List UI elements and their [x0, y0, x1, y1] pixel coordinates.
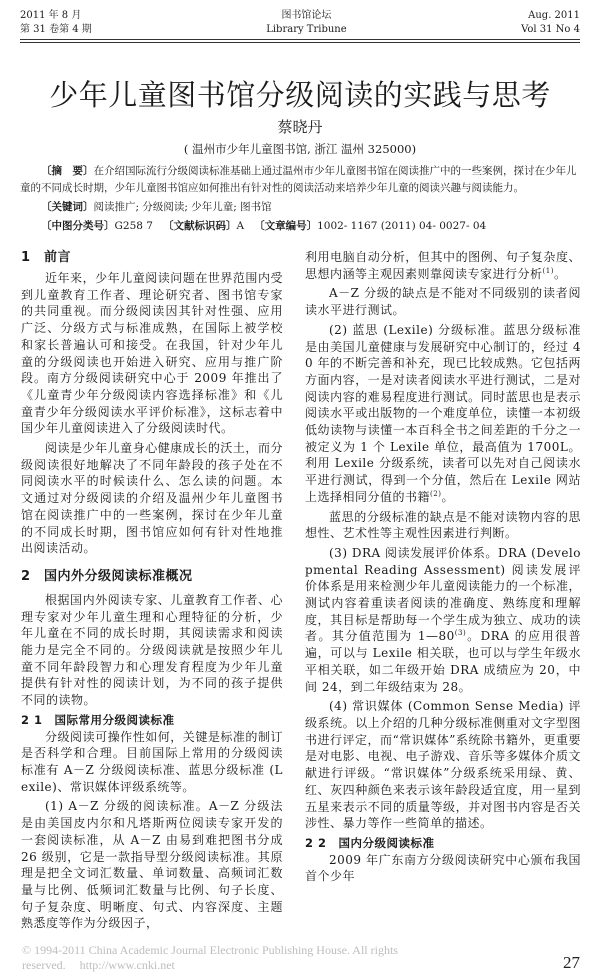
paragraph: 阅读是少年儿童身心健康成长的沃土，而分级阅读很好地解决了不同年龄段的孩子处在不同阅读水平的时候读什么、怎么读的问题。本文通过对分级阅读的介绍及温州少年儿童图书馆在阅读推广中的一些案例，探讨在少年儿童的不同成长时期，图书馆应如何有针对性地推出阅读活动。 — [21, 441, 283, 556]
doc-code-value: A — [236, 220, 245, 232]
header-date-en: Aug. 2011 — [528, 10, 580, 21]
right-column — [305, 249, 581, 935]
left-column — [21, 249, 283, 935]
header-date-cn: 2011 年 8 月 — [20, 10, 82, 21]
author: 蔡晓丹 — [277, 118, 323, 136]
clc-value: G258 7 — [114, 220, 153, 232]
running-header-left — [20, 9, 92, 37]
abstract-text: 在介绍国际流行分级阅读标准基础上通过温州市少年儿童图书馆在阅读推广中的一些案例，探讨在少年儿童的不同成长时期，少年儿童图书馆应如何推出有针对性的阅读活动来培养少年儿童的阅读兴趣与阅读能力。 — [20, 165, 577, 194]
running-header — [0, 0, 600, 37]
paragraph-text: 利用电脑自动分析，但其中的图例、句子复杂度、思想内涵等主观因素则靠阅读专家进行分析 — [305, 250, 581, 281]
paragraph: 2009 年广东南方分级阅读研究中心颁布我国首个少年 — [305, 852, 581, 884]
keywords-text: 阅读推广; 分级阅读; 少年儿童; 图书馆 — [93, 201, 272, 213]
citation-ref: (2) — [430, 489, 442, 498]
section-heading: 1 前言 — [21, 250, 72, 265]
copyright-text: © 1994-2011 China Academic Journal Electronic Publishing House. All rights reserved. — [22, 943, 398, 973]
citation-ref: (3) — [454, 629, 467, 638]
copyright-footer — [22, 943, 537, 973]
paragraph: (1) A－Z 分级的阅读标准。A－Z 分级法是由美国皮内尔和凡塔斯两位阅读专家开发的一套阅读标准，从 A－Z 由易到难把图书分成 26 级别，它是一款指导型分级阅读标准。其原理是把全文词汇数量、单词数量、高频词汇数量与比例、低频词汇数量与比例、句子长度、句子复杂度、明晰度、句式、内容深度、主题熟悉度等作为分级因子， — [21, 799, 283, 931]
keywords-label: 〔关键词〕 — [41, 201, 94, 213]
clc-label: 〔中图分类号〕 — [41, 220, 115, 232]
journal-name-en: Library Tribune — [266, 24, 347, 35]
running-header-right — [521, 9, 580, 37]
page-footer — [22, 943, 580, 973]
doc-code-label: 〔文献标识码〕 — [162, 220, 237, 232]
keywords — [20, 199, 580, 216]
paragraph-text: (3) DRA 阅读发展评价体系。DRA (Developmental Reading Assessment) 阅读发展评价体系是用来检测少年儿童阅读能力的一个标准，测试内容着重读者阅读的准确度、熟练度和理解度，其目标是帮助每一个学生成为独立、成功的读者。其分值范围为 1—80 — [305, 545, 581, 644]
header-double-rule — [20, 39, 580, 43]
paragraph-text: 。 — [441, 489, 454, 504]
cnki-url: http://www.cnki.net — [79, 958, 175, 973]
running-header-center — [266, 9, 346, 37]
header-issue-en: Vol 31 No 4 — [521, 24, 580, 35]
paragraph — [305, 545, 581, 695]
paragraph: (4) 常识媒体 (Common Sense Media) 评级系统。以上介绍的几种分级标准侧重对文字型图书进行评定，而“常识媒体”系统除书籍外，更重要是对电影、电视、电子游戏、音乐等多媒体介质文献进行评级。“常识媒体”分级系统采用绿、黄、红、灰四种颜色来表示该年龄段适宜度，用一星到五星来表示不同的质量等级，并对图书内容是否关涉性、暴力等作一些简单的描述。 — [305, 699, 581, 831]
paragraph: A－Z 分级的缺点是不能对不同级别的读者阅读水平进行测试。 — [305, 286, 581, 318]
affiliation: ( 温州市少年儿童图书馆, 浙江 温州 325000) — [183, 142, 417, 156]
paper-title: 少年儿童图书馆分级阅读的实践与思考 — [49, 78, 551, 112]
article-no-value: 1002- 1167 (2011) 04- 0027- 04 — [317, 220, 487, 232]
citation-ref: (1) — [542, 266, 554, 275]
paragraph: 根据国内外阅读专家、儿童教育工作者、心理专家对少年儿童生理和心理特征的分析，少年儿童在不同的成长时期，其阅读需求和阅读能力是完全不同的。分级阅读就是按照少年儿童不同年龄段智力和心理发育程度为少年儿童提供有针对性的阅读计划，为不同的孩子提供不同的读物。 — [21, 592, 283, 708]
journal-name-cn: 图书馆论坛 — [281, 10, 332, 21]
body-columns — [21, 249, 581, 935]
subsection-heading: 2 2 国内分级阅读标准 — [305, 835, 435, 850]
paragraph-text: 。 — [553, 266, 567, 281]
article-no-label: 〔文章编号〕 — [254, 220, 318, 232]
paragraph: 近年来，少年儿童阅读问题在世界范围内受到儿童教育工作者、理论研究者、图书馆专家的共同重视。而分级阅读因其针对性强、应用广泛、分级方式与标准成熟，在国际上被学校和家长普遍认可和接受。在我国，针对少年儿童的分级阅读也开始进入研究、应用与推广阶段。南方分级阅读研究中心于 2009 年推出了《儿童青少年分级阅读内容选择标准》和《儿童青少年分级阅读水平评价标准》，这标志着中国少年儿童阅读进入了分级阅读时代。 — [21, 271, 283, 436]
page-number: 27 — [563, 953, 580, 973]
section-heading: 2 国内外分级阅读标准概况 — [21, 568, 193, 584]
paragraph — [305, 322, 581, 506]
paragraph: 分级阅读可操作性如何，关键是标准的制订是否科学和合理。目前国际上常用的分级阅读标准有 A－Z 分级阅读标准、蓝思分级标准 (Lexile)、常识媒体评级系统等。 — [21, 729, 283, 794]
abstract-label: 〔摘 要〕 — [41, 165, 94, 177]
paragraph-text: 。DRA 的应用很普遍，可以与 Lexile 相关联，也可以与学生年级水平相关联，如二年级开始 DRA 成绩应为 20，中间 24，到二年级结束为 28。 — [305, 629, 581, 694]
paragraph: 蓝思的分级标准的缺点是不能对读物内容的思想性、艺术性等主观性因素进行判断。 — [305, 509, 581, 541]
header-issue-cn: 第 31 卷第 4 期 — [20, 24, 92, 35]
classification — [20, 218, 580, 235]
paragraph — [305, 249, 581, 282]
subsection-heading: 2 1 国际常用分级阅读标准 — [21, 712, 175, 727]
paragraph-text: (2) 蓝思 (Lexile) 分级标准。蓝思分级标准是由美国儿童健康与发展研究中心制订的，经过 40 年的不断完善和补充，现已比较成熟。它包括两方面内容，一是对读者阅读水平进行测试，二是对阅读内容的难易程度进行测试。同时蓝思也是表示阅读水平或出版物的一个难度单位，读懂一本初级低幼读物与读懂一本百科全书之间差距的千分之一被定义为 1 个 Lexile 单位，最高值为 1700L。利用 Lexile 分级系统，读者可以先对自己阅读水平进行测试，得到一个分值，然后在 Lexile 网站上选择相同分值的书籍 — [305, 322, 581, 504]
abstract — [20, 163, 580, 197]
